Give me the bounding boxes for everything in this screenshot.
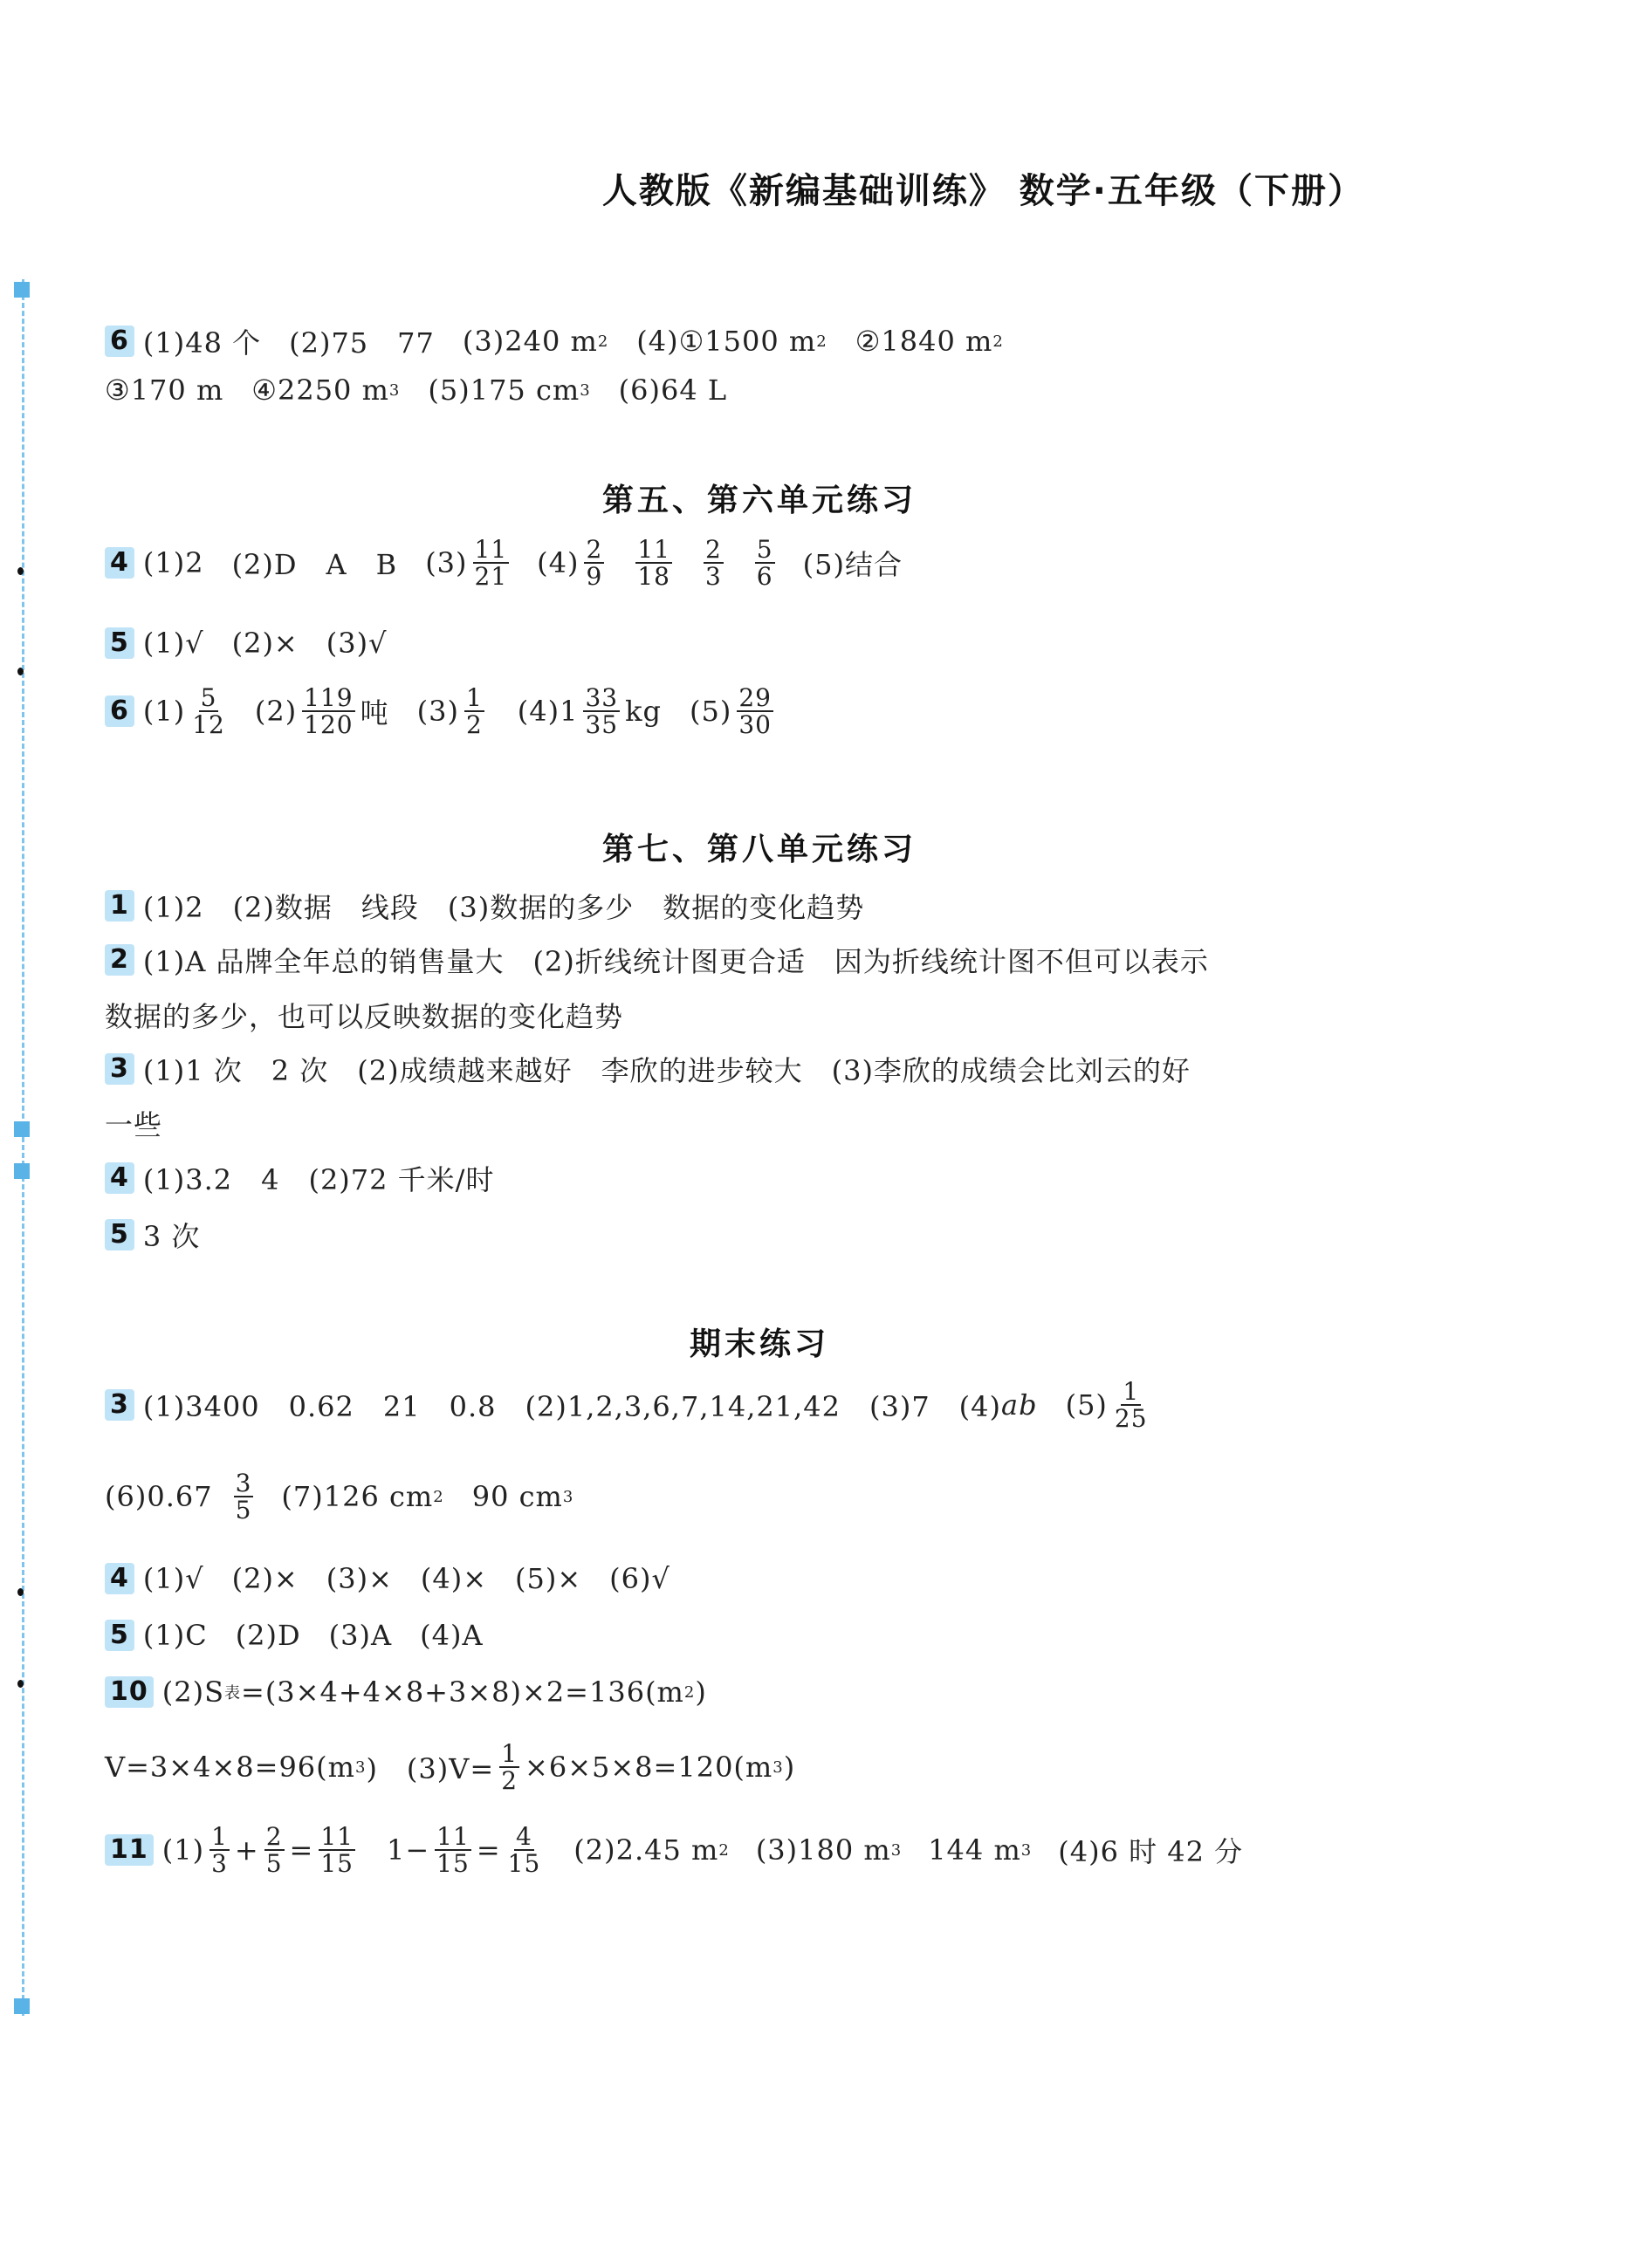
section-title: 第五、第六单元练习 xyxy=(601,483,917,518)
answer-text: (3)180 m xyxy=(755,1833,891,1867)
operator: = xyxy=(289,1833,314,1867)
binding-marker xyxy=(14,1998,30,2014)
question-number: 10 xyxy=(105,1676,154,1708)
answer-line xyxy=(105,886,864,926)
answer-text: =(3×4+4×8+3×8)×2=136(m xyxy=(241,1675,684,1709)
denominator: 9 xyxy=(586,562,603,592)
numerator: 5 xyxy=(756,535,773,564)
answer-line xyxy=(105,1619,512,1652)
denominator: 15 xyxy=(320,1849,354,1879)
denominator: 2 xyxy=(501,1766,518,1796)
answer-text: (6)√ xyxy=(609,1562,670,1595)
fraction xyxy=(435,1824,471,1877)
fraction xyxy=(190,685,227,738)
answer-line xyxy=(105,321,1004,361)
numerator: 2 xyxy=(586,535,603,564)
denominator: 120 xyxy=(304,710,354,740)
answer-text: (5) xyxy=(690,695,732,729)
fraction xyxy=(302,685,354,738)
answer-text: (1) xyxy=(142,695,186,729)
answer-line xyxy=(105,537,903,590)
fraction xyxy=(1113,1379,1150,1432)
numerator: 4 xyxy=(516,1822,532,1851)
answer-text: 数据的多少，也可以反映数据的变化趋势 xyxy=(105,1000,624,1033)
superscript: 3 xyxy=(580,380,591,400)
fraction xyxy=(209,1824,230,1877)
unit-text: kg xyxy=(625,695,662,729)
superscript: 3 xyxy=(1020,1840,1033,1860)
fraction xyxy=(704,537,724,590)
fraction xyxy=(755,537,775,590)
binding-marker xyxy=(14,1163,30,1179)
answer-text: (1)2 xyxy=(142,546,204,580)
answer-text: (7)126 cm xyxy=(281,1480,434,1514)
answer-text: ) (3)V= xyxy=(366,1752,495,1786)
numerator: 29 xyxy=(738,683,772,712)
superscript: 2 xyxy=(433,1487,444,1506)
answer-text: (4)6 时 42 分 xyxy=(1058,1835,1244,1869)
answer-text: 90 cm xyxy=(471,1480,563,1514)
fraction xyxy=(506,1824,543,1877)
fraction xyxy=(584,537,604,590)
answer-text: (3)√ xyxy=(326,627,388,660)
superscript: 3 xyxy=(354,1758,367,1777)
question-number: 3 xyxy=(105,1053,134,1085)
fraction xyxy=(499,1741,519,1794)
fraction xyxy=(635,537,672,590)
answer-line xyxy=(105,1103,162,1143)
numerator: 33 xyxy=(585,683,619,712)
question-number: 5 xyxy=(105,627,134,659)
superscript: 3 xyxy=(890,1840,903,1860)
question-number: 4 xyxy=(105,547,134,579)
denominator: 3 xyxy=(704,562,722,592)
numerator: 11 xyxy=(474,535,508,564)
answer-text: ④2250 m xyxy=(251,373,389,407)
answer-text: (5)结合 xyxy=(802,548,903,582)
answer-line xyxy=(105,627,415,660)
numerator: 11 xyxy=(637,535,670,564)
answer-text: (2)75 77 xyxy=(289,326,435,360)
punch-hole-dot xyxy=(17,1680,24,1688)
answer-text: ②1840 m xyxy=(855,325,993,358)
numerator: 11 xyxy=(436,1822,470,1851)
operator: = xyxy=(476,1833,501,1867)
denominator: 15 xyxy=(507,1849,541,1879)
operator: + xyxy=(234,1833,259,1867)
answer-text: ③170 m xyxy=(105,373,224,407)
denominator: 5 xyxy=(235,1496,252,1525)
question-number: 2 xyxy=(105,944,134,976)
answer-text: (3)240 m xyxy=(462,325,598,358)
answer-line xyxy=(105,1379,1155,1432)
numerator: 3 xyxy=(235,1469,252,1497)
answer-text: (2)2.45 m xyxy=(573,1833,719,1867)
answer-text: ) xyxy=(695,1675,707,1709)
denominator: 15 xyxy=(436,1849,470,1879)
answer-line xyxy=(105,1049,1191,1089)
numerator: 2 xyxy=(265,1822,283,1851)
numerator: 1 xyxy=(465,683,483,712)
answer-text: (1)√ xyxy=(142,627,204,660)
fraction xyxy=(473,537,510,590)
answer-text: (5) xyxy=(1065,1388,1108,1422)
question-number: 4 xyxy=(105,1563,134,1594)
unit-text: 吨 xyxy=(360,696,389,730)
answer-line xyxy=(105,685,779,738)
answer-text: (2)S xyxy=(161,1675,224,1709)
answer-text: (1)√ xyxy=(142,1562,204,1595)
answer-line xyxy=(105,1470,573,1524)
binding-dashed-line xyxy=(22,279,24,2016)
denominator: 35 xyxy=(585,710,619,740)
answer-text: 144 m xyxy=(928,1833,1021,1867)
question-number: 4 xyxy=(105,1162,134,1194)
punch-hole-dot xyxy=(17,567,24,575)
superscript: 2 xyxy=(718,1840,730,1860)
numerator: 119 xyxy=(304,683,354,712)
denominator: 21 xyxy=(474,562,508,592)
answer-text: (4)× xyxy=(420,1562,488,1595)
numerator: 2 xyxy=(704,535,722,564)
superscript: 2 xyxy=(683,1682,696,1702)
question-number: 6 xyxy=(105,325,134,357)
binding-marker xyxy=(14,282,30,298)
answer-text: (2)D A B xyxy=(231,548,398,582)
section-title: 第七、第八单元练习 xyxy=(601,832,917,867)
answer-line xyxy=(105,1158,494,1198)
fraction xyxy=(264,1824,285,1877)
answer-text: (1)2 (2)数据 线段 (3)数据的多少 数据的变化趋势 xyxy=(142,891,865,924)
denominator: 12 xyxy=(192,710,225,740)
question-number: 5 xyxy=(105,1620,134,1651)
answer-text: (1)1 次 2 次 (2)成绩越来越好 李欣的进步较大 (3)李欣的成绩会比刘云的好 xyxy=(142,1054,1191,1087)
answer-line xyxy=(105,1824,1243,1877)
answer-text: (1)3.2 4 (2)72 千米/时 xyxy=(142,1163,495,1196)
answer-text: (2)D xyxy=(235,1619,301,1652)
answer-text: (1)A 品牌全年总的销售量大 (2)折线统计图更合适 因为折线统计图不但可以表示 xyxy=(142,945,1209,978)
denominator: 3 xyxy=(211,1849,228,1879)
question-number: 1 xyxy=(105,890,134,922)
answer-text: (5)175 cm xyxy=(428,373,580,407)
answer-text: (1)3400 0.62 21 0.8 (2)1,2,3,6,7,14,21,42 (3)7 (4) xyxy=(142,1390,1002,1424)
page-header: 人教版《新编基础训练》 数学·五年级（下册） xyxy=(601,171,1364,211)
numerator: 11 xyxy=(320,1822,354,1851)
superscript: 2 xyxy=(992,332,1004,351)
answer-text: ) xyxy=(783,1751,796,1785)
denominator: 25 xyxy=(1114,1404,1148,1434)
answer-text: (6)64 L xyxy=(618,373,728,407)
fraction xyxy=(464,685,484,738)
answer-text: ab xyxy=(1001,1388,1038,1422)
answer-text: (4) xyxy=(537,546,580,580)
superscript: 3 xyxy=(772,1758,784,1777)
superscript: 3 xyxy=(388,380,401,400)
answer-text: 一些 xyxy=(105,1108,163,1141)
fraction xyxy=(737,685,773,738)
answer-line xyxy=(105,1675,707,1709)
denominator: 18 xyxy=(637,562,670,592)
fraction xyxy=(583,685,620,738)
answer-line xyxy=(105,1562,698,1595)
superscript: 3 xyxy=(562,1487,574,1506)
answer-text: (2)× xyxy=(231,627,299,660)
fraction xyxy=(319,1824,355,1877)
answer-text: (3) xyxy=(425,546,468,580)
answer-line xyxy=(105,373,727,407)
question-number: 6 xyxy=(105,695,134,727)
answer-text: (4)①1500 m xyxy=(636,325,817,358)
answer-text: 3 次 xyxy=(142,1220,201,1253)
answer-text: (5)× xyxy=(515,1562,582,1595)
numerator: 5 xyxy=(200,683,217,712)
answer-text: V=3×4×8=96(m xyxy=(105,1751,355,1785)
answer-text: (1)C xyxy=(142,1619,208,1652)
binding-marker xyxy=(14,1121,30,1137)
answer-line xyxy=(105,1741,795,1794)
numerator: 1 xyxy=(1123,1377,1140,1406)
denominator: 5 xyxy=(265,1849,283,1879)
answer-line xyxy=(105,940,1209,980)
punch-hole-dot xyxy=(17,668,24,675)
answer-text: 1− xyxy=(387,1833,430,1867)
answer-text: ×6×5×8=120(m xyxy=(525,1751,773,1785)
answer-text: (3)A xyxy=(328,1619,393,1652)
answer-text: (3) xyxy=(416,695,459,729)
answer-line xyxy=(105,995,623,1035)
question-number: 11 xyxy=(105,1834,154,1866)
answer-text: (1)48 个 xyxy=(142,326,262,360)
subscript: 表 xyxy=(224,1684,241,1703)
denominator: 6 xyxy=(756,562,773,592)
section-title: 期末练习 xyxy=(689,1326,829,1362)
answer-text: (4)1 xyxy=(517,695,579,729)
answer-text: (4)A xyxy=(420,1619,484,1652)
numerator: 1 xyxy=(501,1739,518,1768)
denominator: 2 xyxy=(465,710,483,740)
answer-text: (2) xyxy=(254,695,298,729)
numerator: 1 xyxy=(211,1822,228,1851)
answer-text: (2)× xyxy=(231,1562,299,1595)
question-number: 5 xyxy=(105,1219,134,1250)
answer-text: (1) xyxy=(161,1833,205,1867)
answer-text: (3)× xyxy=(326,1562,393,1595)
superscript: 2 xyxy=(816,332,827,351)
denominator: 30 xyxy=(738,710,772,740)
punch-hole-dot xyxy=(17,1588,24,1596)
fraction xyxy=(234,1470,254,1524)
answer-text: (6)0.67 xyxy=(105,1480,213,1514)
question-number: 3 xyxy=(105,1389,134,1421)
answer-line xyxy=(105,1215,200,1255)
superscript: 2 xyxy=(597,332,609,351)
